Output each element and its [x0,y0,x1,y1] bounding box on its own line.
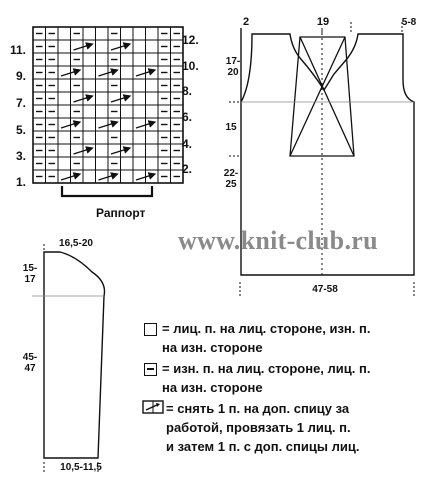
row-number-right: 6. [182,110,193,124]
knitting-chart-grid [33,27,183,183]
repeat-label: Раппорт [96,206,146,220]
sleeve-cap-height-measure: 15- 17 [22,263,38,285]
back-middle-height-measure: 15 [225,122,237,133]
back-neck-depth-measure: 5-8 [401,17,417,28]
cable-arrow-icon [142,400,164,414]
back-width-measure: 47-58 [312,284,338,295]
sleeve-bottom-width-measure: 10,5-11,5 [60,462,102,473]
row-number-right: 8. [182,84,193,98]
row-number-left: 3. [15,149,26,163]
row-number-right: 4. [182,137,193,151]
sleeve-length-measure: 45- 47 [22,352,38,374]
sleeve-top-width-measure: 16,5-20 [59,238,93,249]
row-number-left: 1. [15,175,26,189]
back-neck-width-measure: 19 [316,16,330,28]
back-shoulder-measure: 2 [242,16,250,28]
back-lower-height-measure: 22- 25 [223,168,239,190]
row-number-left: 5. [15,123,26,137]
dash-square-icon [144,363,157,376]
row-number-right: 12. [182,33,199,47]
row-number-left: 9. [15,69,26,83]
row-number-right: 10. [182,59,199,73]
watermark: www.knit-club.ru [178,226,378,255]
legend-purl-stitch: = изн. п. на лиц. стороне, лиц. п. на изн. стороне [162,361,371,395]
row-number-right: 2. [182,162,193,176]
empty-square-icon [144,323,157,336]
sleeve-schematic [32,244,105,474]
legend-cable-stitch: = снять 1 п. на доп. спицу за работой, провязать 1 лиц. п. и затем 1 п. с доп. спицы лиц. [166,401,360,454]
row-number-left: 11. [9,43,26,57]
legend-knit-stitch: = лиц. п. на лиц. стороне, изн. п. на изн. стороне [162,321,371,355]
back-armhole-height-measure: 17- 20 [225,56,241,78]
row-number-left: 7. [15,96,26,110]
repeat-bracket [62,186,152,196]
